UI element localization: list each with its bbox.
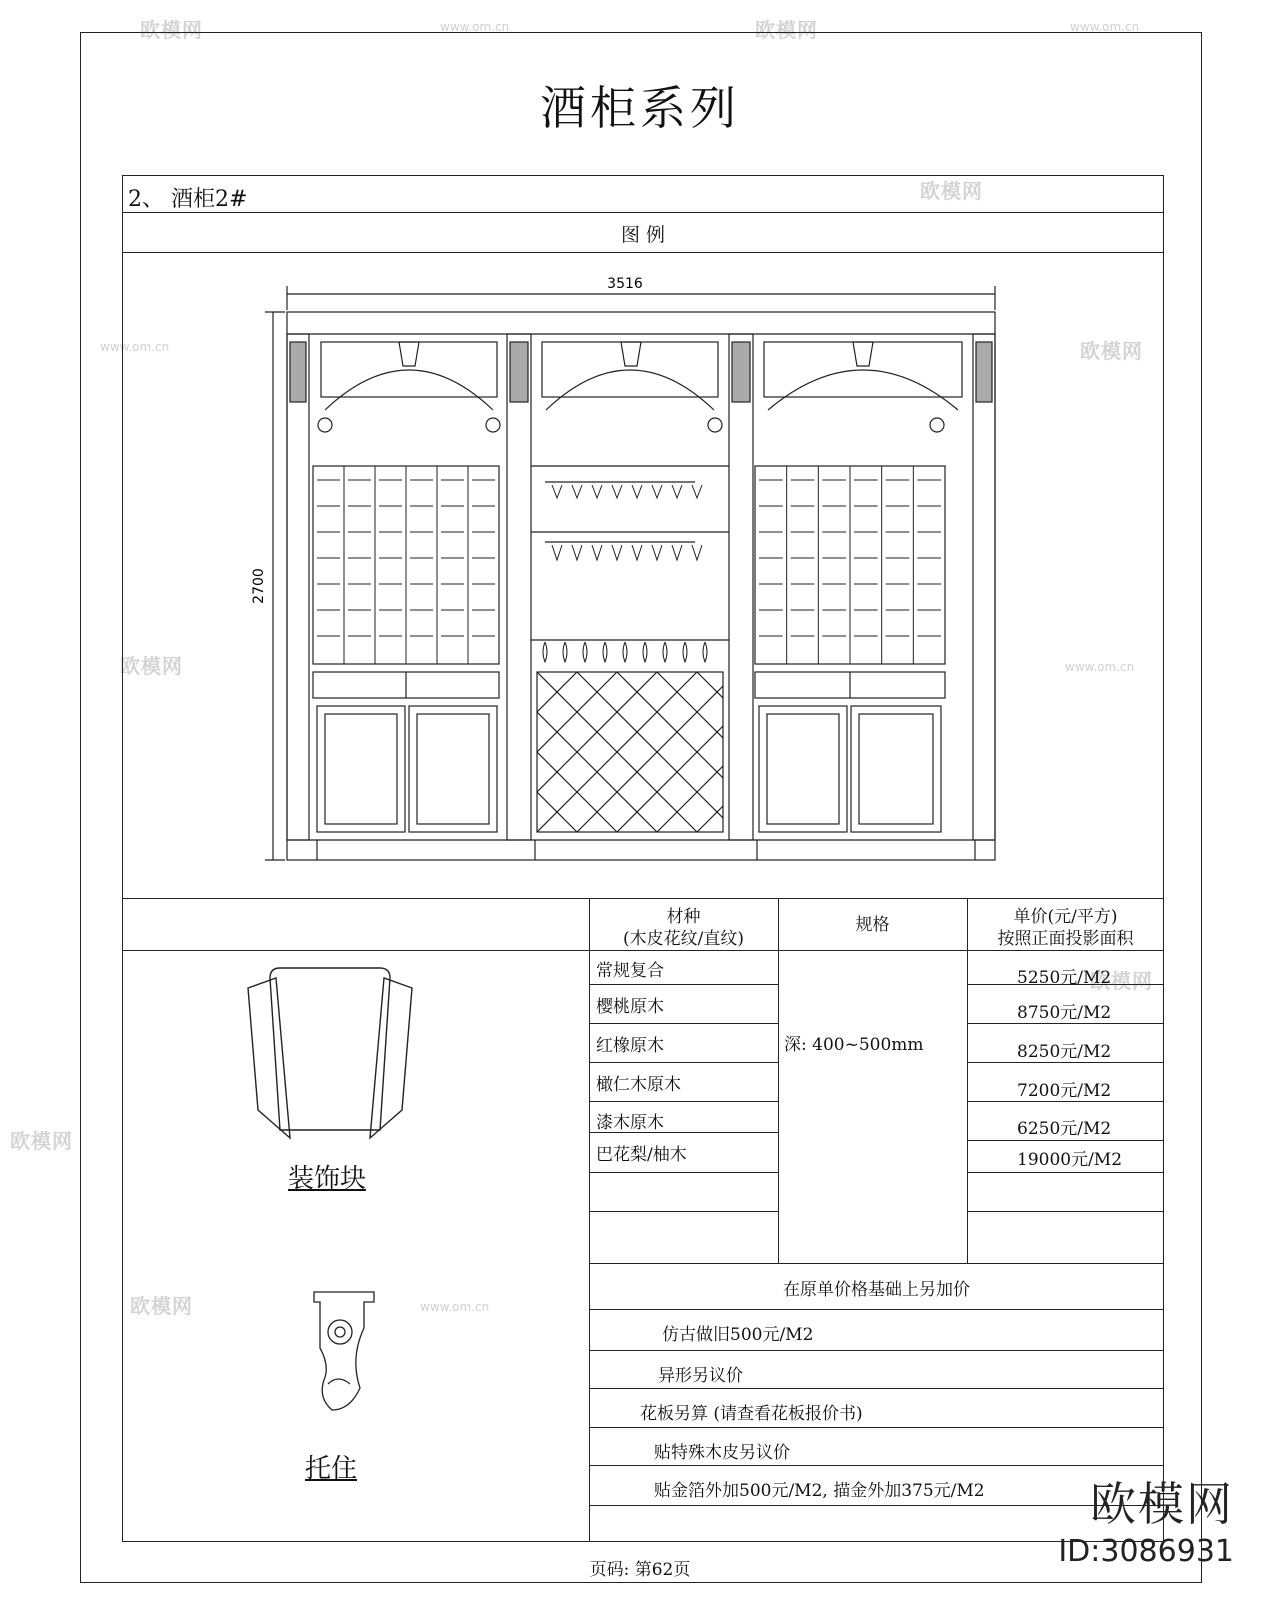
divider — [589, 1263, 1164, 1264]
material-cell: 漆木原木 — [596, 1113, 664, 1133]
watermark-logo: 欧模网 — [755, 18, 818, 42]
divider — [589, 984, 778, 985]
watermark-url: www.om.cn — [100, 340, 170, 354]
price-cell: 6250元/M2 — [1017, 1119, 1112, 1139]
page-title: 酒柜系列 — [540, 81, 740, 135]
extra-item: 异形另议价 — [658, 1366, 743, 1386]
divider — [122, 898, 1164, 899]
price-header: 单价(元/平方) — [1013, 907, 1118, 927]
price-cell: 5250元/M2 — [1017, 968, 1112, 988]
divider — [967, 1211, 1164, 1212]
baluster — [663, 642, 667, 662]
watermark-url: www.om.cn — [420, 1300, 490, 1314]
glass-icon — [552, 485, 562, 498]
watermark-logo: 欧模网 — [120, 654, 183, 678]
baluster — [563, 642, 567, 662]
watermark-logo: 欧模网 — [130, 1294, 193, 1318]
extra-header: 在原单价格基础上另加价 — [783, 1280, 970, 1300]
glass-icon — [612, 485, 622, 498]
divider — [589, 1309, 1164, 1310]
wine-cabinet-elevation — [245, 270, 1015, 870]
price-cell: 7200元/M2 — [1017, 1081, 1112, 1101]
divider — [122, 252, 1164, 253]
glass-icon — [632, 485, 642, 498]
baluster — [583, 642, 587, 662]
divider — [778, 898, 779, 1263]
watermark-logo: 欧模网 — [140, 18, 203, 42]
glass-icon — [592, 485, 602, 498]
divider — [967, 1062, 1164, 1063]
material-cell: 巴花梨/柚木 — [596, 1145, 687, 1165]
glass-icon — [572, 485, 582, 498]
material-cell: 常规复合 — [596, 961, 664, 981]
price-cell: 19000元/M2 — [1017, 1150, 1123, 1170]
baluster — [603, 642, 607, 662]
glass-icon — [692, 485, 702, 498]
section-heading: 2、 酒柜2# — [128, 187, 248, 212]
height-dimension: 2700 — [251, 568, 267, 604]
glass-icon — [552, 545, 562, 560]
divider — [589, 1023, 778, 1024]
glass-icon — [672, 545, 682, 560]
glass-icon — [572, 545, 582, 560]
divider — [967, 1101, 1164, 1102]
baluster — [543, 642, 547, 662]
glass-icon — [672, 485, 682, 498]
price-cell: 8250元/M2 — [1017, 1042, 1112, 1062]
brand-name: 欧模网 — [1090, 1477, 1234, 1531]
divider — [967, 1023, 1164, 1024]
extra-item: 仿古做旧500元/M2 — [662, 1325, 814, 1345]
extra-item: 贴金箔外加500元/M2, 描金外加375元/M2 — [654, 1481, 985, 1501]
decorative-block-drawing — [240, 960, 420, 1150]
divider — [589, 1388, 1164, 1389]
width-dimension: 3516 — [607, 276, 643, 292]
brand-watermark — [1058, 1468, 1234, 1569]
baluster — [703, 642, 707, 662]
glass-icon — [592, 545, 602, 560]
glass-icon — [632, 545, 642, 560]
legend-label: 图 例 — [620, 224, 666, 246]
divider — [589, 1062, 778, 1063]
divider — [122, 950, 1164, 951]
material-header: 材种 — [666, 907, 701, 927]
extra-item: 贴特殊木皮另议价 — [654, 1443, 790, 1463]
bracket-label: 托住 — [305, 1454, 358, 1484]
divider — [589, 1350, 1164, 1351]
watermark-url: www.om.cn — [440, 20, 510, 34]
divider — [589, 1427, 1164, 1428]
price-cell: 8750元/M2 — [1017, 1003, 1112, 1023]
material-cell: 樱桃原木 — [596, 997, 664, 1017]
brand-id: ID:3086931 — [1058, 1534, 1234, 1569]
watermark-url: www.om.cn — [1065, 660, 1135, 674]
divider — [589, 898, 590, 1542]
extra-item: 花板另算 (请查看花板报价书) — [640, 1404, 863, 1424]
watermark-logo: 欧模网 — [1090, 969, 1153, 993]
divider — [967, 1172, 1164, 1173]
material-header-sub: (木皮花纹/直纹) — [623, 929, 744, 949]
material-cell: 红橡原木 — [596, 1036, 664, 1056]
decorative-block-label: 装饰块 — [288, 1164, 367, 1194]
watermark-logo: 欧模网 — [1080, 339, 1143, 363]
watermark-logo: 欧模网 — [10, 1129, 73, 1153]
spec-value: 深: 400~500mm — [784, 1035, 924, 1055]
watermark-url: www.om.cn — [1070, 20, 1140, 34]
divider — [967, 898, 968, 1263]
divider — [589, 1101, 778, 1102]
price-header-sub: 按照正面投影面积 — [997, 929, 1134, 949]
divider — [967, 1140, 1164, 1141]
page-number: 页码: 第62页 — [589, 1560, 691, 1580]
divider — [122, 212, 1164, 213]
glass-icon — [652, 545, 662, 560]
divider — [589, 1211, 778, 1212]
watermark-logo: 欧模网 — [920, 179, 983, 203]
bracket-drawing — [310, 1288, 380, 1418]
baluster — [683, 642, 687, 662]
glass-icon — [652, 485, 662, 498]
baluster — [643, 642, 647, 662]
material-cell: 橄仁木原木 — [596, 1075, 681, 1095]
spec-header: 规格 — [855, 915, 890, 935]
baluster — [623, 642, 627, 662]
glass-icon — [612, 545, 622, 560]
divider — [589, 1465, 1164, 1466]
glass-icon — [692, 545, 702, 560]
divider — [589, 1172, 778, 1173]
